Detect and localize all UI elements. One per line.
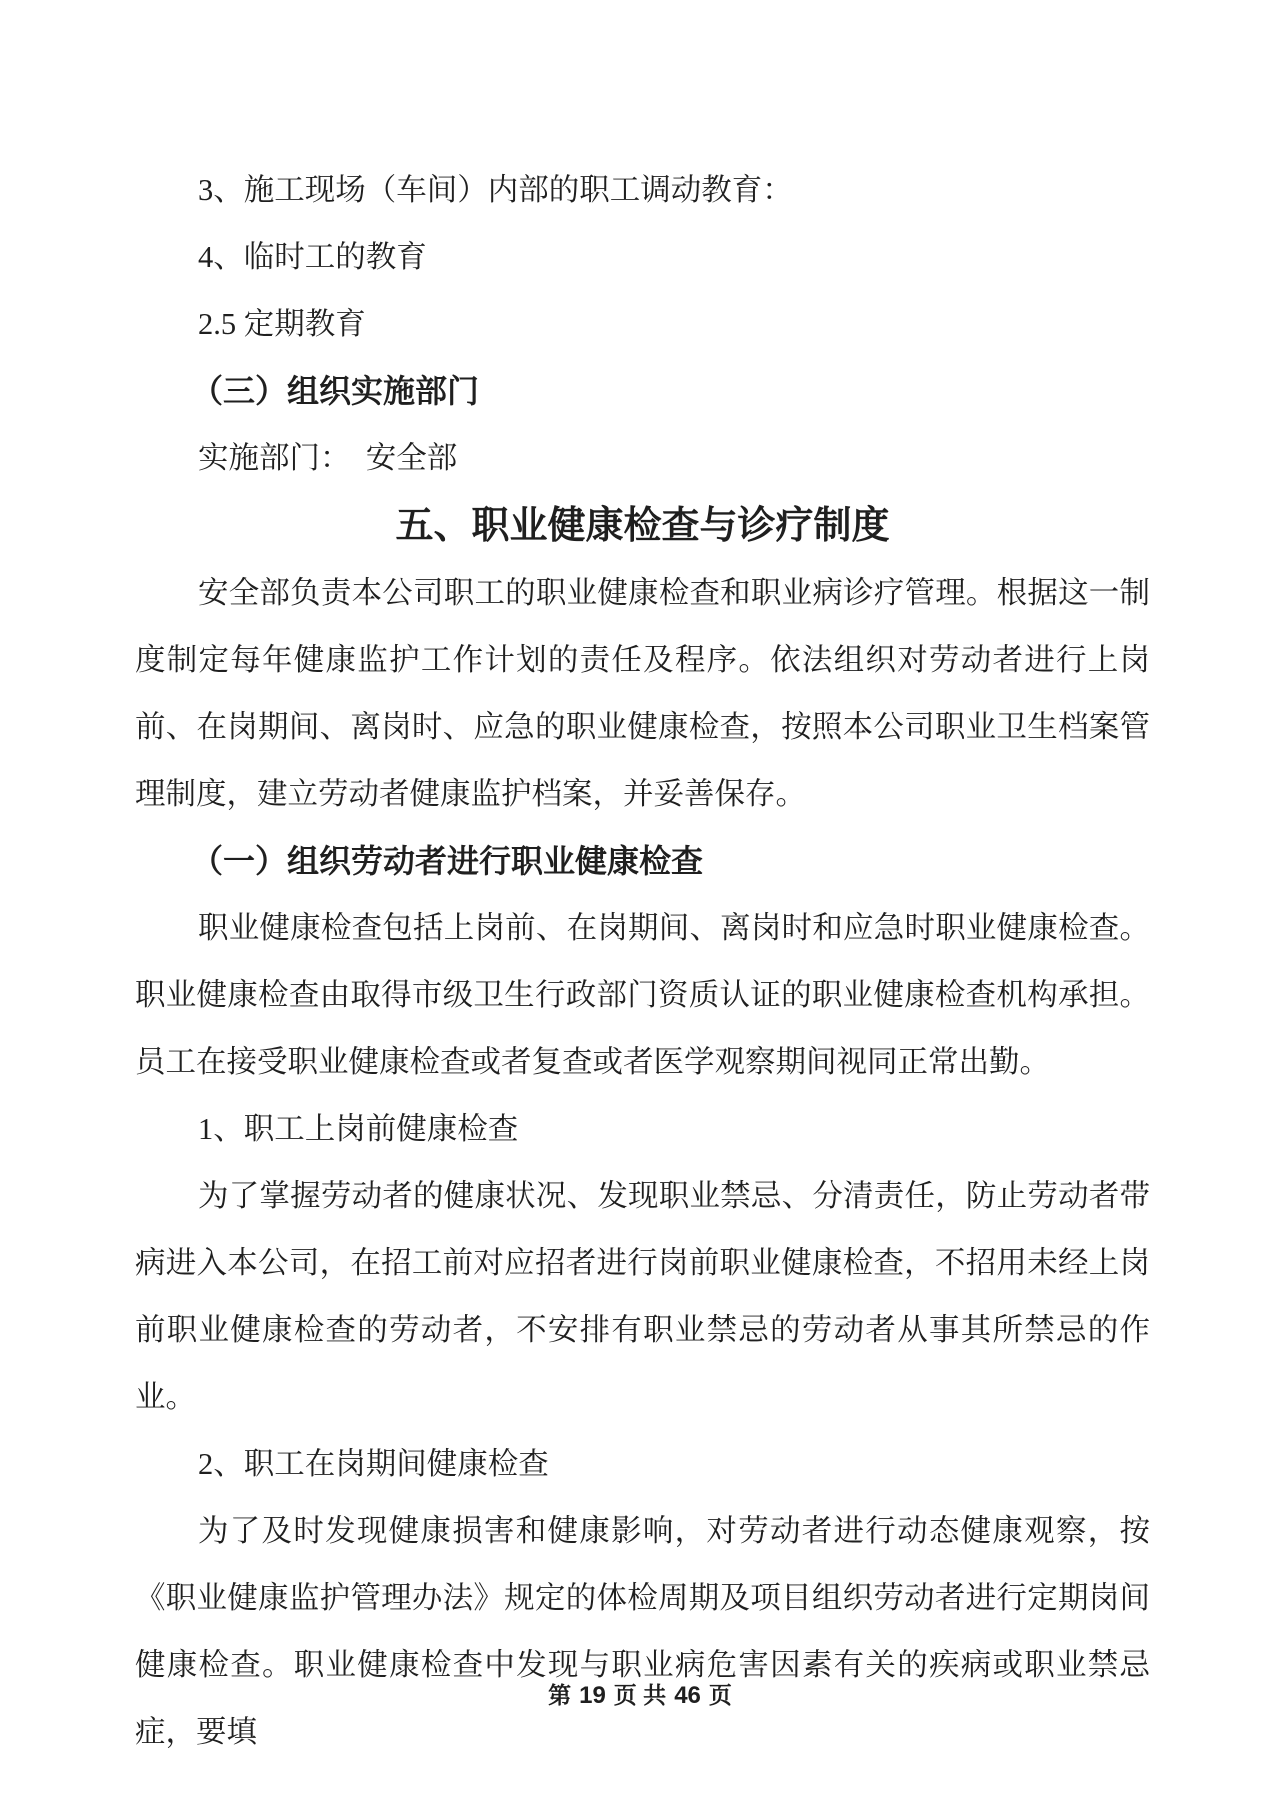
footer-prefix: 第 <box>548 1682 572 1708</box>
page-footer <box>0 1677 1280 1710</box>
list-item-periodic-education: 2.5 定期教育 <box>198 307 366 341</box>
list-item-worker-transfer-education: 3、施工现场（车间）内部的职工调动教育： <box>198 173 793 207</box>
heading-organize-health-checks: （一）组织劳动者进行职业健康检查 <box>191 843 704 879</box>
paragraph-pre-job-check-detail: 为了掌握劳动者的健康状况、发现职业禁忌、分清责任，防止劳动者带病进入本公司，在招工前对应招者进行岗前职业健康检查，不招用未经上岗前职业健康检查的劳动者，不安排有职业禁忌的劳动者从事其所禁忌的作业。 <box>135 1179 1150 1414</box>
list-item-pre-job-health-check: 1、职工上岗前健康检查 <box>198 1112 519 1146</box>
footer-total-pages: 46 <box>674 1682 701 1709</box>
footer-suffix: 页 <box>708 1682 732 1708</box>
list-item-temp-worker-education: 4、临时工的教育 <box>198 240 427 274</box>
heading-implementing-department: （三）组织实施部门 <box>191 373 480 409</box>
paragraph-health-check-scope: 职业健康检查包括上岗前、在岗期间、离岗时和应急时职业健康检查。职业健康检查由取得市级卫生行政部门资质认证的职业健康检查机构承担。员工在接受职业健康检查或者复查或者医学观察期间视同正常出勤。 <box>135 911 1150 1079</box>
footer-page-number: 19 <box>579 1682 606 1709</box>
line-implementing-department-value: 实施部门： 安全部 <box>198 441 458 475</box>
footer-infix: 页 共 <box>613 1682 667 1708</box>
list-item-on-job-health-check: 2、职工在岗期间健康检查 <box>198 1447 549 1481</box>
paragraph-safety-dept-duty: 安全部负责本公司职工的职业健康检查和职业病诊疗管理。根据这一制度制定每年健康监护工作计划的责任及程序。依法组织对劳动者进行上岗前、在岗期间、离岗时、应急的职业健康检查，按照本公司职业卫生档案管理制度，建立劳动者健康监护档案，并妥善保存。 <box>135 576 1150 811</box>
chapter-title-occupational-health: 五、职业健康检查与诊疗制度 <box>395 505 890 547</box>
paragraph-on-job-check-detail: 为了及时发现健康损害和健康影响，对劳动者进行动态健康观察，按《职业健康监护管理办法》规定的体检周期及项目组织劳动者进行定期岗间健康检查。职业健康检查中发现与职业病危害因素有关的疾病或职业禁忌症，要填 <box>135 1514 1150 1749</box>
